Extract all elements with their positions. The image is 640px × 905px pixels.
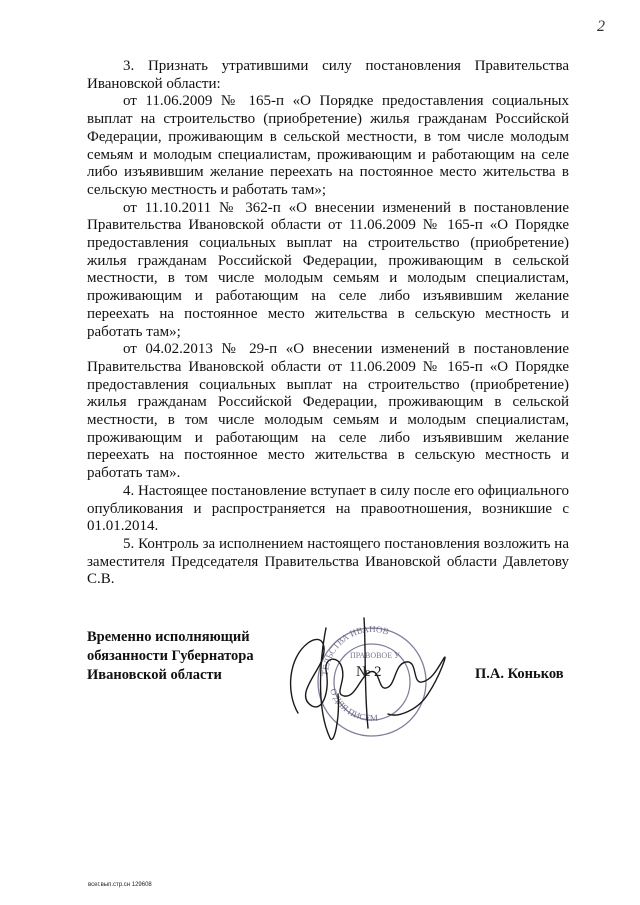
stamp-number: № 2 — [356, 664, 382, 680]
stamp-arc-text-bottom: О ДЛЯ ПИСЕМ — [328, 687, 379, 724]
page-number: 2 — [597, 18, 605, 35]
paragraph-3-item-2: от 11.10.2011 № 362-п «О внесении изменений в постановление Правительства Ивановской области от 11.06.2009 № 165-п «О Порядке предоставления социальных выплат на строительство (приобретение) жилья гражданам Российской Федерации, проживающим в сельской местности, в том числе молодым семьям и молодым специалистам, проживающим и работающим на селе либо изъявившим желание переехать на постоянное место жительства в сельскую местность и работать там»; — [87, 199, 569, 340]
paragraph-3-item-1: от 11.06.2009 № 165-п «О Порядке предоставления социальных выплат на строительство (приобретение) жилья гражданам Российской Федерации, проживающим в сельской местности, в том числе молодым семьям и молодым специалистам, проживающим и работающим на селе либо изъявившим желание переехать на постоянное место жительства в сельскую местность и работать там»; — [87, 93, 569, 198]
paragraph-5: 5. Контроль за исполнением настоящего постановления возложить на заместителя Председателя Правительства Ивановской области Давлетову С.В. — [87, 535, 569, 588]
signatory-name: П.А. Коньков — [475, 666, 564, 682]
stamp-arc-text-top: ТЕЛЬСТВА ИВАНОВ — [319, 623, 391, 677]
position-line: Ивановской области — [87, 667, 222, 683]
stamp-center-text: ПРАВОВОЕ У — [350, 651, 400, 660]
position-line: обязанности Губернатора — [87, 648, 254, 664]
paragraph-3-item-3: от 04.02.2013 № 29-п «О внесении изменений в постановление Правительства Ивановской области от 11.06.2009 № 165-п «О Порядке предоставления социальных выплат на строительство (приобретение) жилья гражданам Российской Федерации, проживающим в сельской местности, в том числе молодым семьям и молодым специалистам, проживающим и работающим на селе либо изъявившим желание переехать на постоянное место жительства в сельскую местность и работать там». — [87, 341, 569, 482]
paragraph-3: 3. Признать утратившими силу постановления Правительства Ивановской области: — [87, 58, 569, 92]
footer-code: всег.вып.стр.сн 129608 — [88, 882, 152, 888]
document-body — [87, 58, 569, 589]
signatory-position — [87, 628, 254, 685]
official-stamp-and-signature — [268, 598, 458, 758]
position-line: Временно исполняющий — [87, 629, 250, 645]
paragraph-4: 4. Настоящее постановление вступает в силу после его официального опубликования и распространяется на правоотношения, возникшие с 01.01.2014. — [87, 482, 569, 535]
